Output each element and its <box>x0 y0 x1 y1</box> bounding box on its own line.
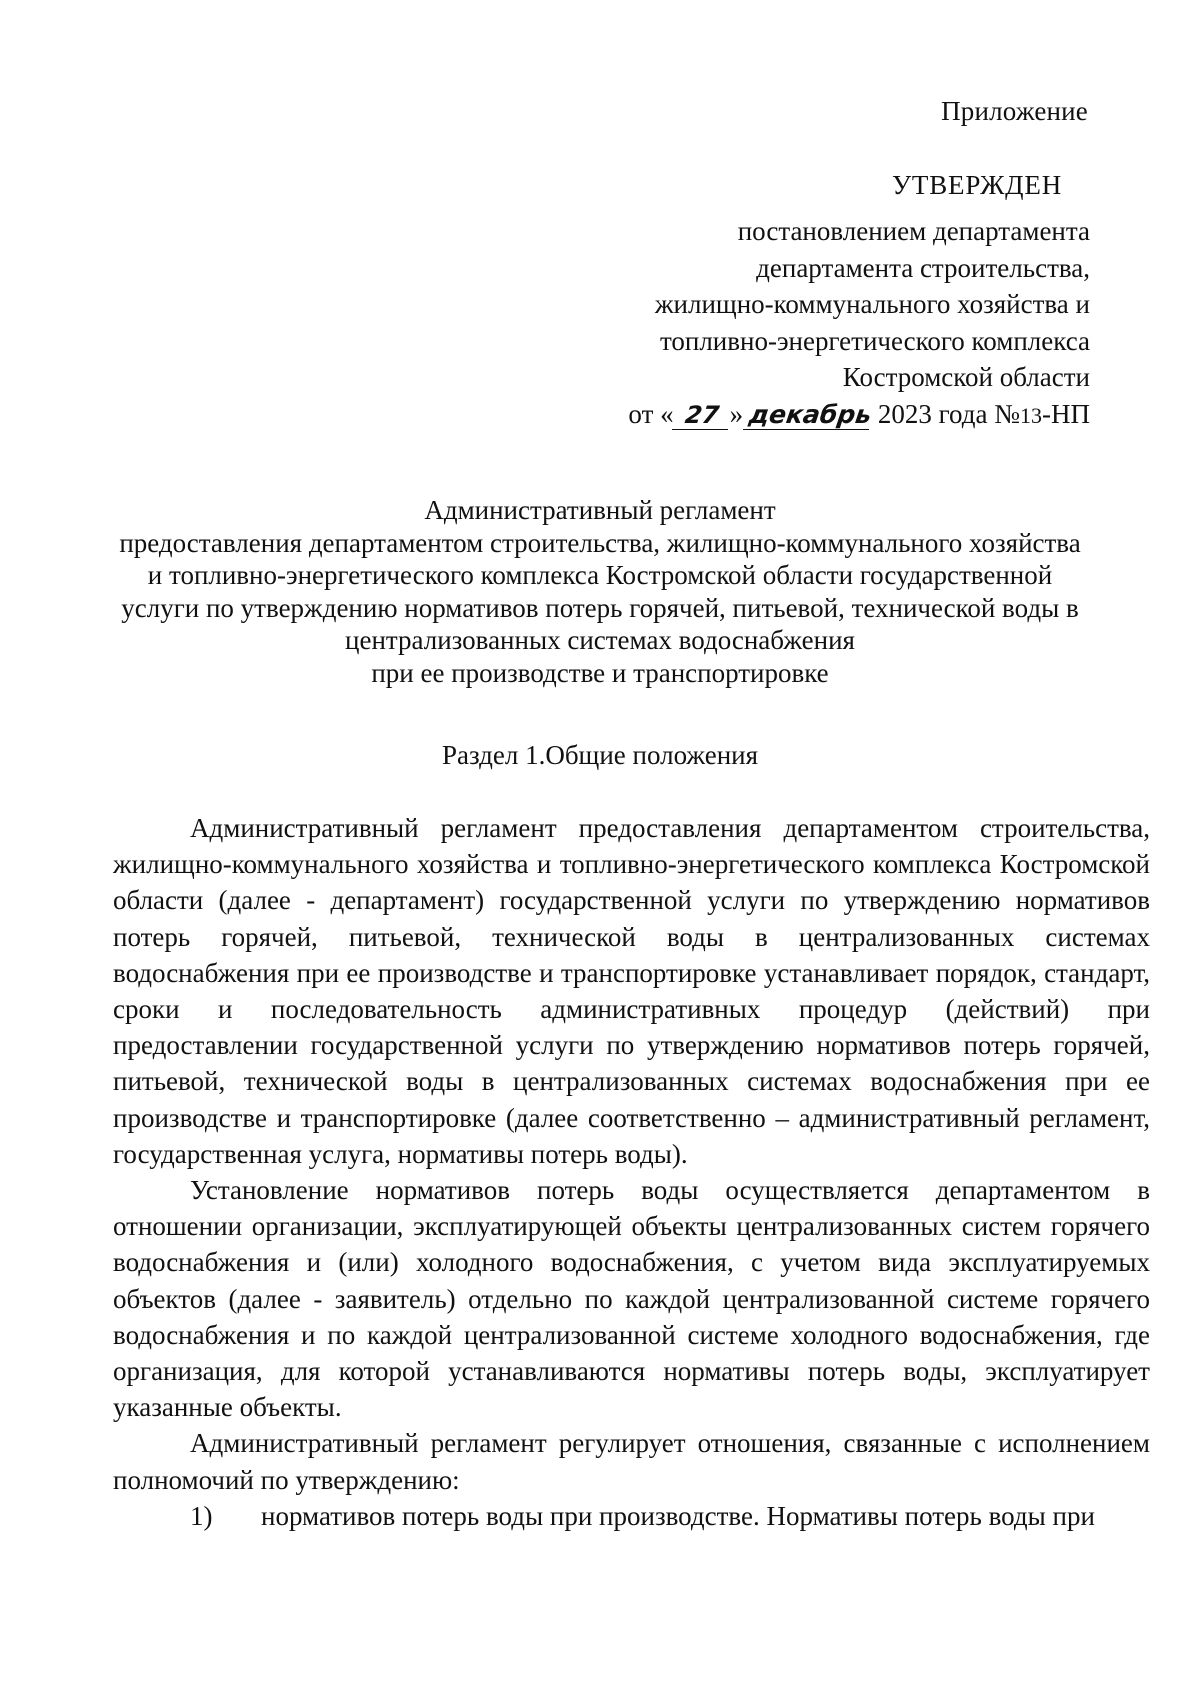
list-item <box>113 1498 1150 1534</box>
list-item-number: 1) <box>190 1500 213 1531</box>
doc-number-prefix: № <box>994 398 1020 429</box>
approval-line: Костромской области <box>842 362 1090 392</box>
handwritten-doc-number: 13 <box>1020 402 1042 428</box>
approval-line: департамента строительства, <box>756 252 1090 283</box>
approval-date-line <box>628 396 1090 435</box>
approval-line: топливно-энергетического комплекса <box>659 325 1090 356</box>
title-line: Административный регламент <box>424 495 776 525</box>
date-quote-close: » <box>729 398 744 429</box>
handwritten-day: 27 <box>672 401 732 430</box>
document-title <box>60 494 1140 689</box>
title-line: при ее производстве и транспортировке <box>371 657 829 688</box>
section-heading: Раздел 1.Общие положения <box>441 740 759 770</box>
doc-number-suffix: -НП <box>1042 398 1090 429</box>
date-prefix: от « <box>628 398 674 429</box>
approval-block <box>628 213 1090 434</box>
body-paragraph: Административный регламент предоставления департаментом строительства, жилищно-коммунального хозяйства и топливно-энергетического комплекса Костромской области (далее - департамент) государственной услуги по утверждению нормативов потерь горячей, питьевой, технической воды в централизованных системах водоснабжения при ее производстве и транспортировке устанавливает порядок, стандарт, сроки и последовательность административных процедур (действий) при предоставлении государственной услуги по утверждению нормативов потерь горячей, питьевой, технической воды в централизованных системах водоснабжения при ее производстве и транспортировке (далее соответственно – административный регламент, государственная услуга, нормативы потерь воды). <box>113 813 1150 1169</box>
list-item-text: нормативов потерь воды при производстве. Нормативы потерь воды при <box>261 1500 1095 1531</box>
date-year: 2023 года <box>877 398 988 429</box>
title-line: услуги по утверждению нормативов потерь горячей, питьевой, технической воды в <box>121 592 1079 623</box>
body-text <box>113 810 1150 1534</box>
approval-line: постановлением департамента <box>737 216 1090 246</box>
appendix-label: Приложение <box>941 96 1088 126</box>
title-line: и топливно-энергетического комплекса Костромской области государственной <box>147 560 1053 590</box>
body-paragraph: Установление нормативов потерь воды осуществляется департаментом в отношении организации, эксплуатирующей объекты централизованных систем горячего водоснабжения и (или) холодного водоснабжения, с учетом вида эксплуатируемых объектов (далее - заявитель) отдельно по каждой централизованной системе горячего водоснабжения и по каждой централизованной системе холодного водоснабжения, где организация, для которой устанавливаются нормативы потерь воды, эксплуатирует указанные объекты. <box>113 1175 1150 1423</box>
approved-stamp-heading: УТВЕРЖДЕН <box>892 170 1062 200</box>
title-line: централизованных системах водоснабжения <box>345 625 855 655</box>
title-line: предоставления департаментом строительства, жилищно-коммунального хозяйства <box>119 527 1081 558</box>
approval-line: жилищно-коммунального хозяйства и <box>654 289 1090 319</box>
handwritten-month: декабрь <box>743 401 873 430</box>
body-paragraph: Административный регламент регулирует отношения, связанные с исполнением полномочий по утверждению: <box>113 1428 1150 1495</box>
